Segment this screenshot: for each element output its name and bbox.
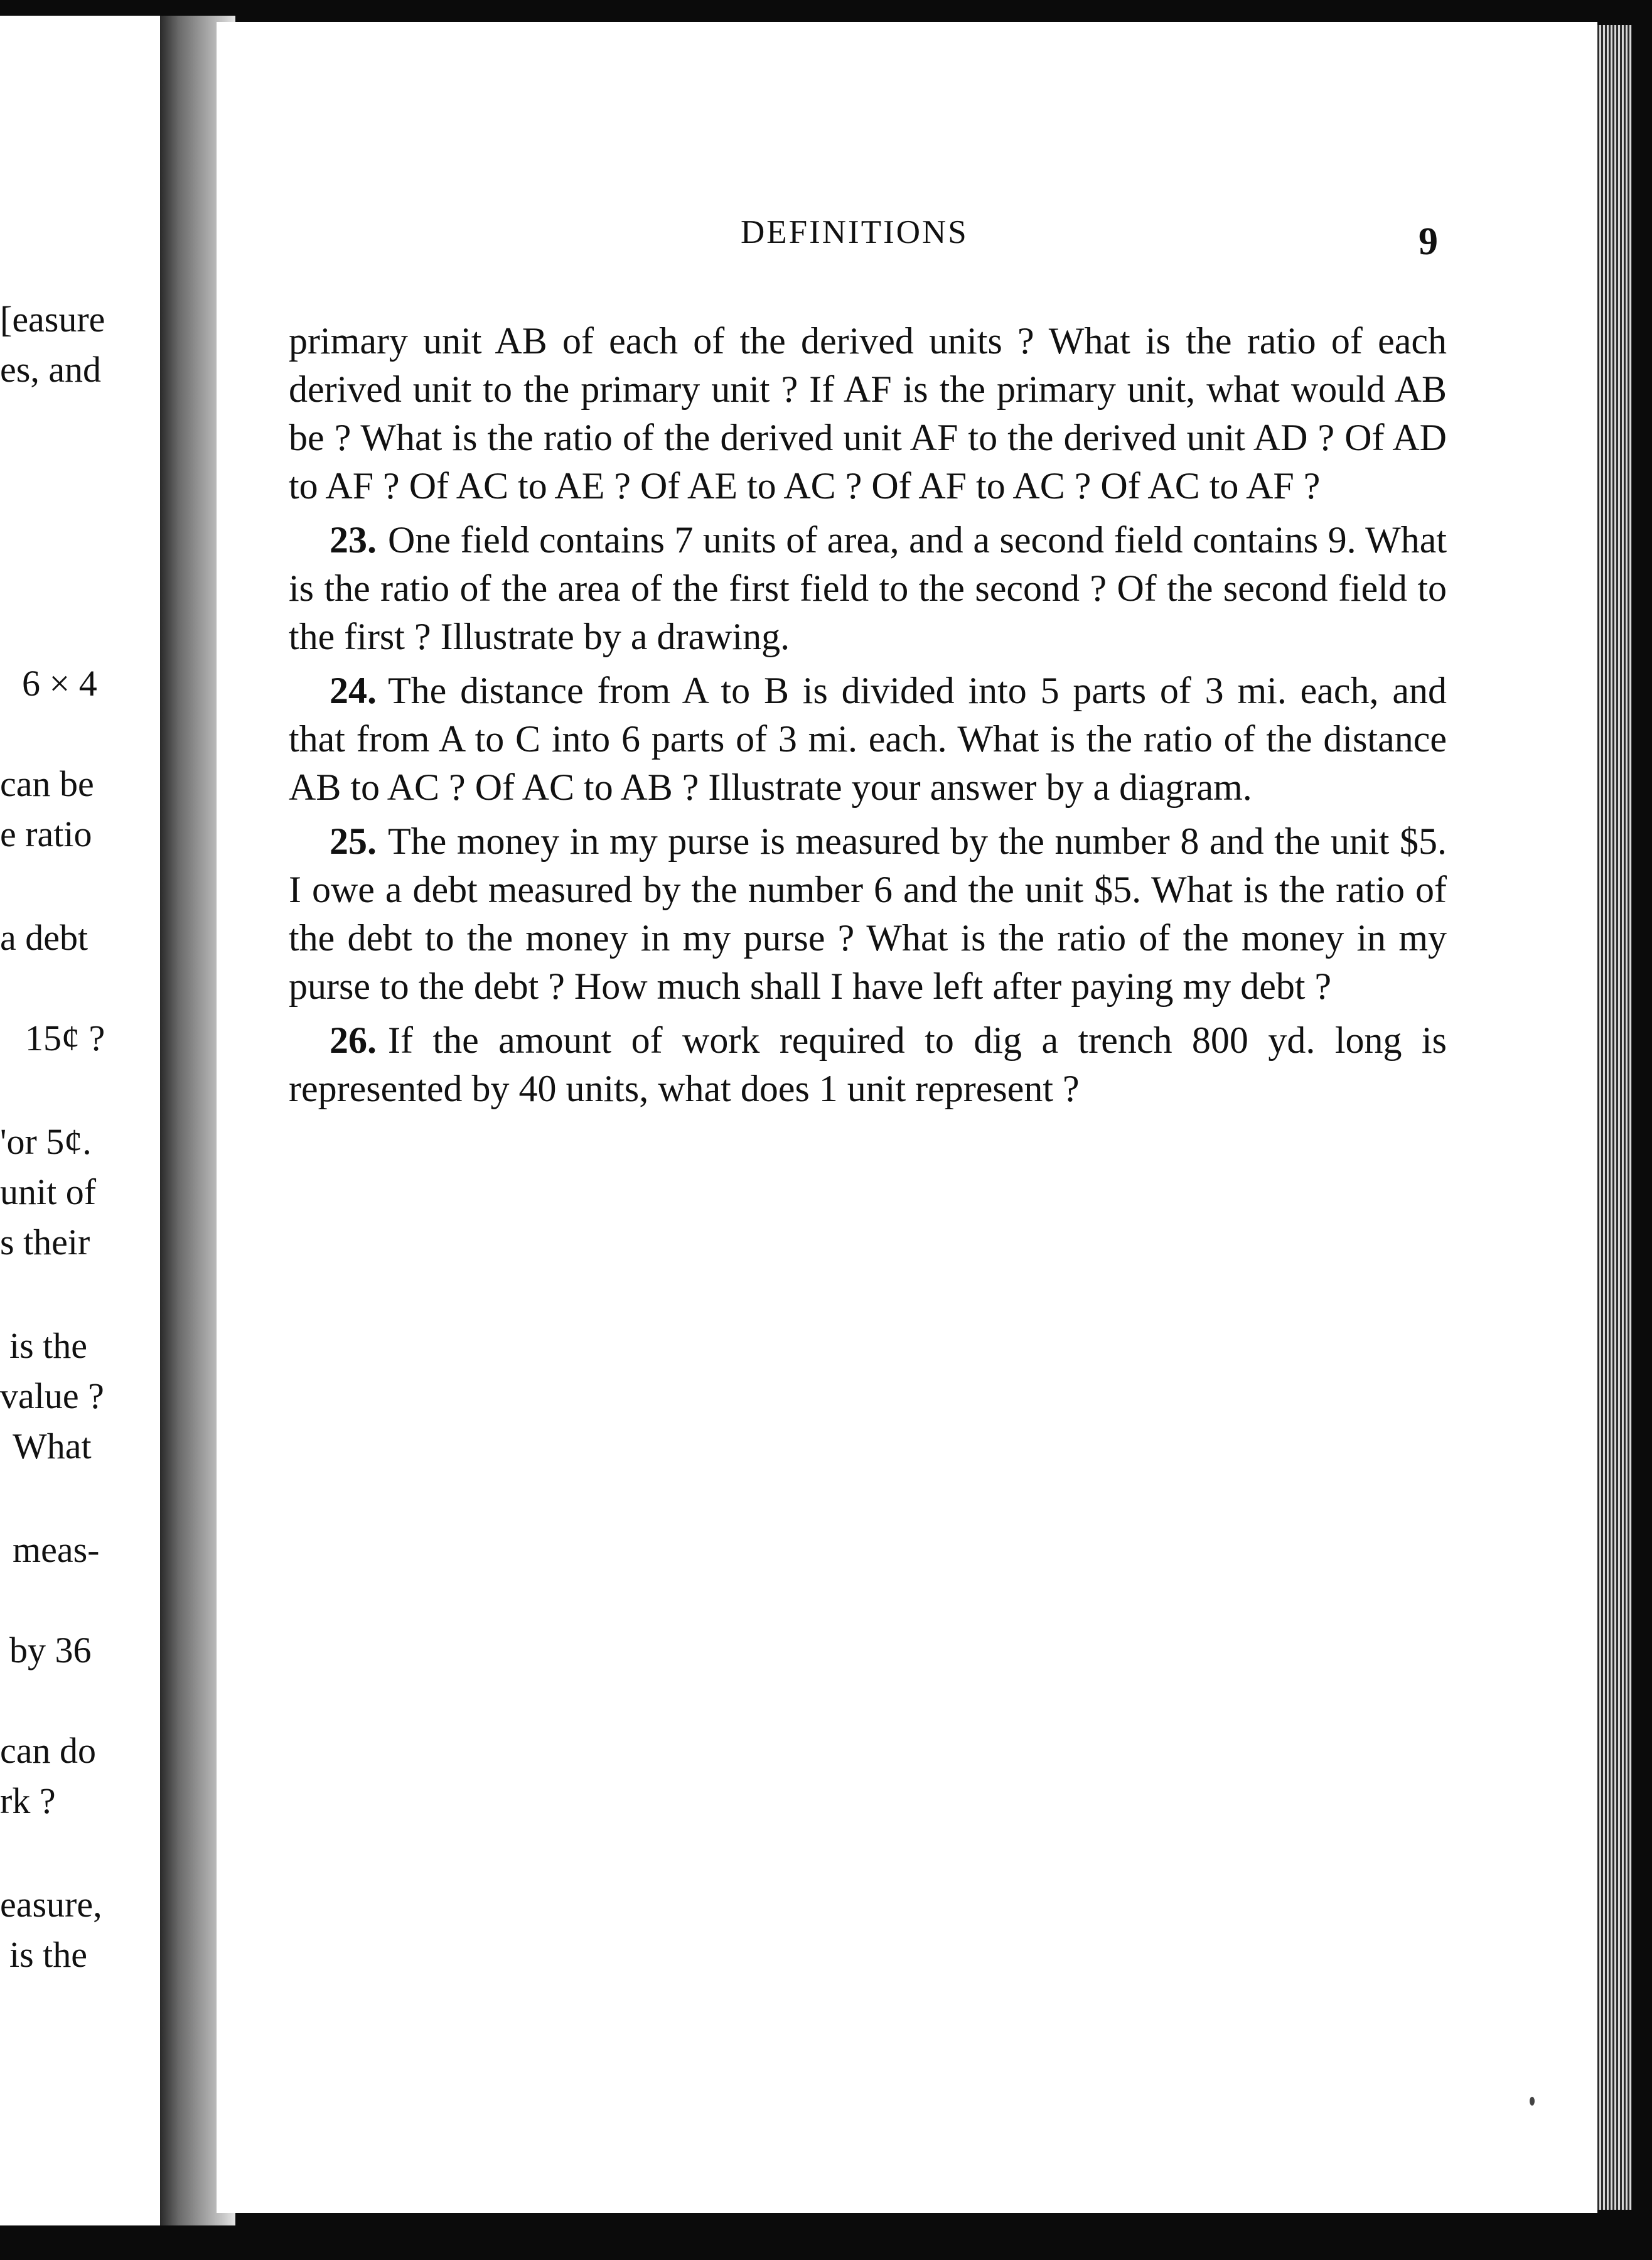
exercise-number: 24.	[330, 670, 377, 711]
left-line: 'or 5¢.	[0, 1121, 92, 1162]
running-head: DEFINITIONS	[741, 214, 968, 250]
exercise-number: 26.	[330, 1020, 377, 1061]
left-line: e ratio	[0, 814, 92, 854]
left-line: can do	[0, 1730, 96, 1771]
left-line: is the	[9, 1325, 88, 1366]
left-line: s their	[0, 1222, 90, 1262]
left-line: 15¢ ?	[25, 1018, 105, 1058]
book-page	[217, 22, 1597, 2213]
left-line: easure,	[0, 1884, 102, 1925]
left-line: What	[13, 1426, 92, 1466]
exercise-23	[289, 516, 1447, 661]
left-line: value ?	[0, 1375, 104, 1416]
exercise-text: The distance from A to B is divided into 5 parts of 3 mi. each, and that from A to C into 6 parts of 3 mi. each. What is the ratio of the distance AB to AC ? Of AC to AB ? Illustrate your answer by a diagram.	[289, 670, 1447, 808]
exercise-24	[289, 667, 1447, 812]
left-line: a debt	[0, 917, 88, 958]
left-line: unit of	[0, 1171, 97, 1212]
exercise-25	[289, 817, 1447, 1011]
left-line: by 36	[9, 1630, 92, 1671]
left-line: is the	[9, 1934, 88, 1975]
left-line: meas-	[13, 1529, 100, 1570]
page-body	[289, 317, 1447, 1119]
exercise-text: The money in my purse is measured by the number 8 and the unit $5. I owe a debt measured by the number 6 and the unit $5. What is the ratio of the debt to the money in my purse ? What is the ratio of the money in my purse to the debt ? How much shall I have left after paying my debt ?	[289, 821, 1447, 1007]
paper-speck	[1530, 2097, 1535, 2106]
left-line: es, and	[0, 349, 102, 390]
left-line: can be	[0, 763, 94, 804]
exercise-text: One field contains 7 units of area, and a second field contains 9. What is the ratio of the area of the first field to the second ? Of the second field to the first ? Illustrate by a drawing.	[289, 519, 1447, 657]
exercise-26	[289, 1016, 1447, 1113]
exercise-number: 25.	[330, 821, 377, 862]
page-number: 9	[1419, 220, 1438, 263]
previous-page-fragment	[0, 16, 163, 2225]
exercise-text: If the amount of work required to dig a trench 800 yd. long is represented by 40 units, what does 1 unit represent ?	[289, 1020, 1447, 1109]
continuation-paragraph: primary unit AB of each of the derived units ? What is the ratio of each derived unit to the primary unit ? If AF is the primary unit, what would AB be ? What is the ratio of the derived unit AF to the derived unit AD ? Of AD to AF ? Of AC to AE ? Of AE to AC ? Of AF to AC ? Of AC to AF ?	[289, 320, 1447, 507]
page-edges	[1597, 25, 1632, 2210]
left-line: rk ?	[0, 1780, 56, 1821]
left-line: 6 × 4	[22, 663, 97, 704]
left-line: [easure	[0, 299, 105, 340]
exercise-number: 23.	[330, 519, 377, 561]
